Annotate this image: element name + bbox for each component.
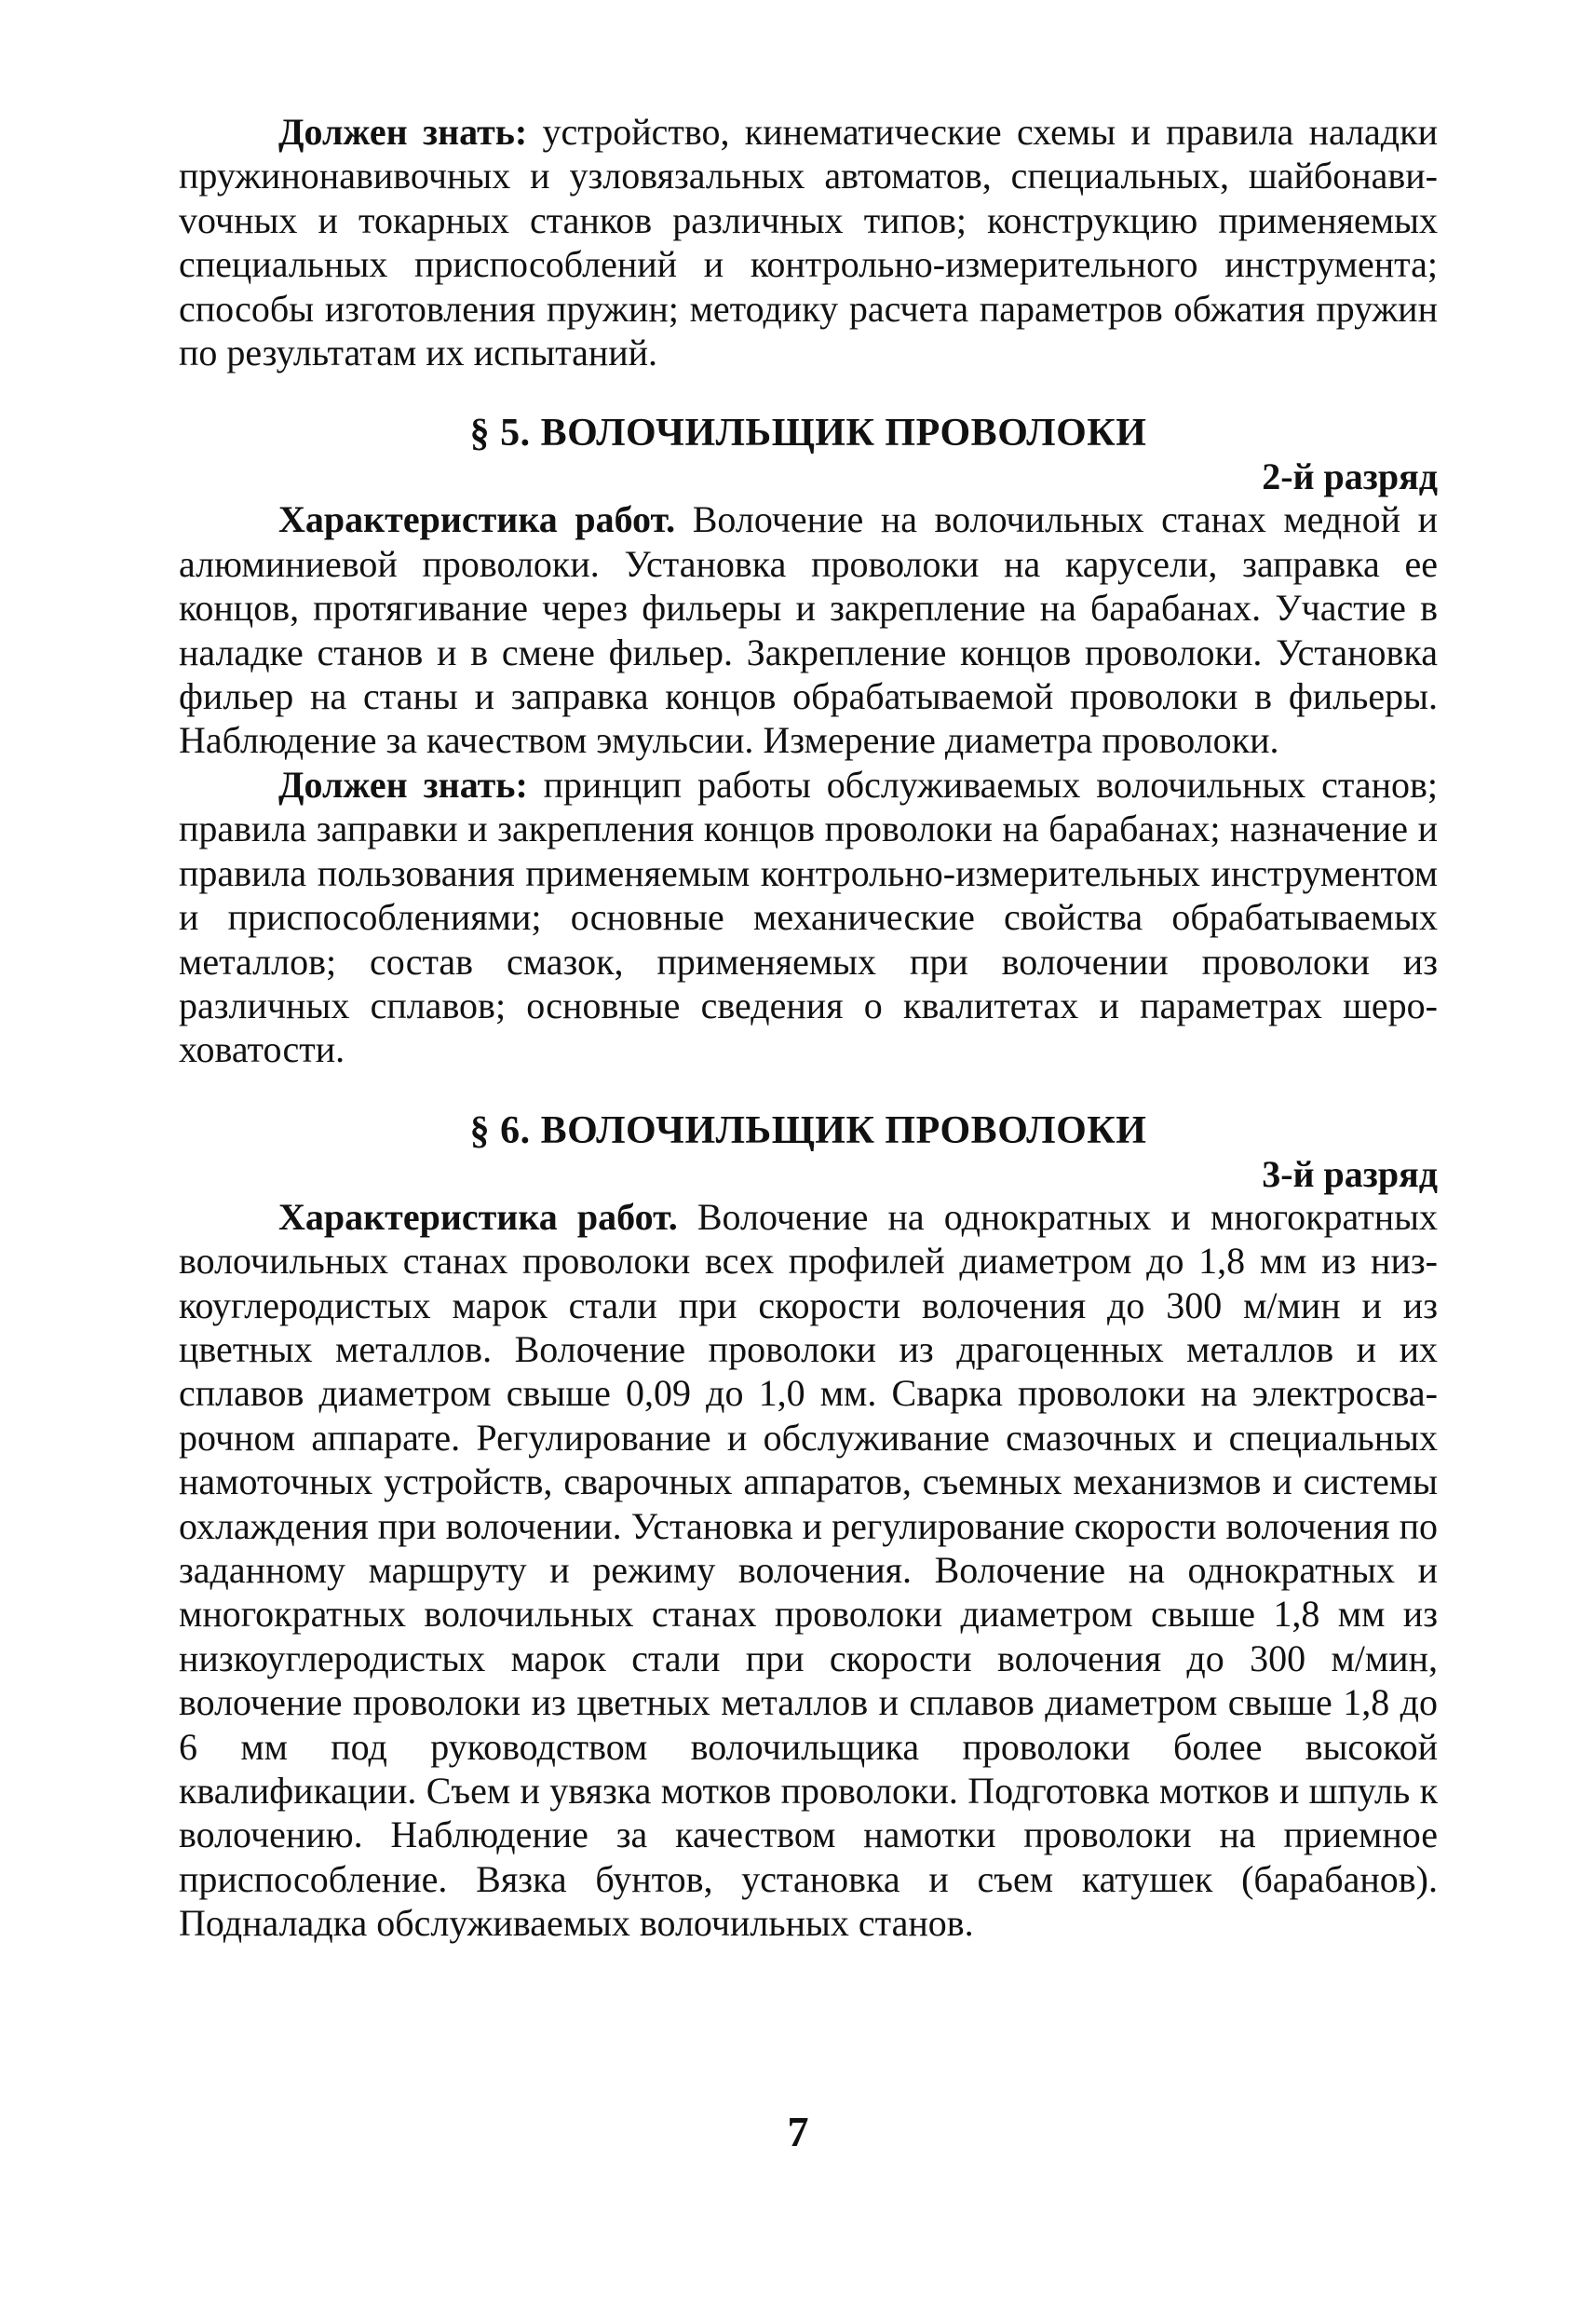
work-characteristics-label: Характеристика работ.	[278, 498, 676, 541]
section-6-work-paragraph	[179, 1195, 1438, 1946]
section-5-title: § 5. ВОЛОЧИЛЬЩИК ПРОВОЛОКИ	[469, 412, 1147, 455]
section-5-work-text: Волочение на волочильных станах медной и алюминиевой проволоки. Установка проволоки на карусели, заправка ее концов, протягивание через фильеры и закрепление на барабанах. Участие в наладке станов и в смене фильер. Закрепление концов проволоки. Установка фильер на станы и заправка концов обрабатываемой проволоки в фильеры. Наблюдение за качеством эмульсии. Измерение диаметра проволоки.	[179, 498, 1438, 762]
spacer	[179, 1072, 1438, 1107]
spacer	[179, 374, 1438, 410]
section-6-title: § 6. ВОЛОЧИЛЬЩИК ПРОВОЛОКИ	[469, 1108, 1147, 1152]
work-characteristics-label: Характеристика работ.	[278, 1195, 678, 1238]
section-5-grade: 2-й разряд	[1262, 455, 1438, 498]
section-6-work-text: Волочение на однократных и многократных волочильных станах проволоки всех профилей диаметром до 1,8 мм из низкоуглеродистых марок стали при скорости волочения до 300 м/мин и из цветных металлов. Волочение проволоки из драгоценных металлов и их сплавов диаметром свыше 0,09 до 1,0 мм. Сварка проволоки на электросварочном аппарате. Регулирование и обслуживание смазочных и специальных намоточных устройств, сварочных аппаратов, съемных механизмов и системы охлаждения при волочении. Установка и регулирование скорости волочения по заданному маршруту и режиму волочения. Волочение на однократных и многократных волочильных станах проволоки диаметром свыше 1,8 мм из низкоуглеродистых марок стали при скорости волочения до 300 м/мин, волочение проволоки из цветных металлов и сплавов диаметром свыше 1,8 до 6 мм под руководством волочильщика проволоки более высокой квалификации. Съем и увязка мотков проволоки. Подготовка мотков и шпуль к волочению. Наблюдение за качеством намотки проволоки на приемное приспособление. Вязка бунтов, установка и съем катушек (барабанов). Подналадка обслуживаемых волочильных станов.	[179, 1195, 1438, 1945]
section-5-knowledge-text: принцип работы обслуживаемых волочильных станов; правила заправки и закрепления концов проволоки на барабанах; назначение и правила пользования применяемым контрольно-измерительных инструментом и приспособлениями; основные механические свойства обрабатываемых металлов; состав смазок, применяемых при волочении проволоки из различных сплавов; основные сведения о квалитетах и параметрах шероховатости.	[179, 763, 1438, 1071]
must-know-label: Должен знать:	[278, 763, 528, 806]
document-page	[179, 110, 1438, 1946]
requirements-paragraph	[179, 110, 1438, 374]
must-know-label: Должен знать:	[278, 111, 528, 153]
section-5-knowledge-paragraph	[179, 763, 1438, 1072]
page-number: 7	[787, 2108, 809, 2155]
section-5-work-paragraph	[179, 497, 1438, 762]
section-6-grade: 3-й разряд	[1262, 1152, 1438, 1195]
requirements-text: устройство, кинематические схемы и правила наладки пружинонавивочных и узловязальных автоматов, специальных, шайбонавиvочных и токарных станков различных типов; конструкцию применяемых специальных приспособлений и контрольно-измерительного инструмента; способы изготовления пружин; методику расчета параметров обжатия пружин по результатам их испытаний.	[179, 111, 1438, 374]
